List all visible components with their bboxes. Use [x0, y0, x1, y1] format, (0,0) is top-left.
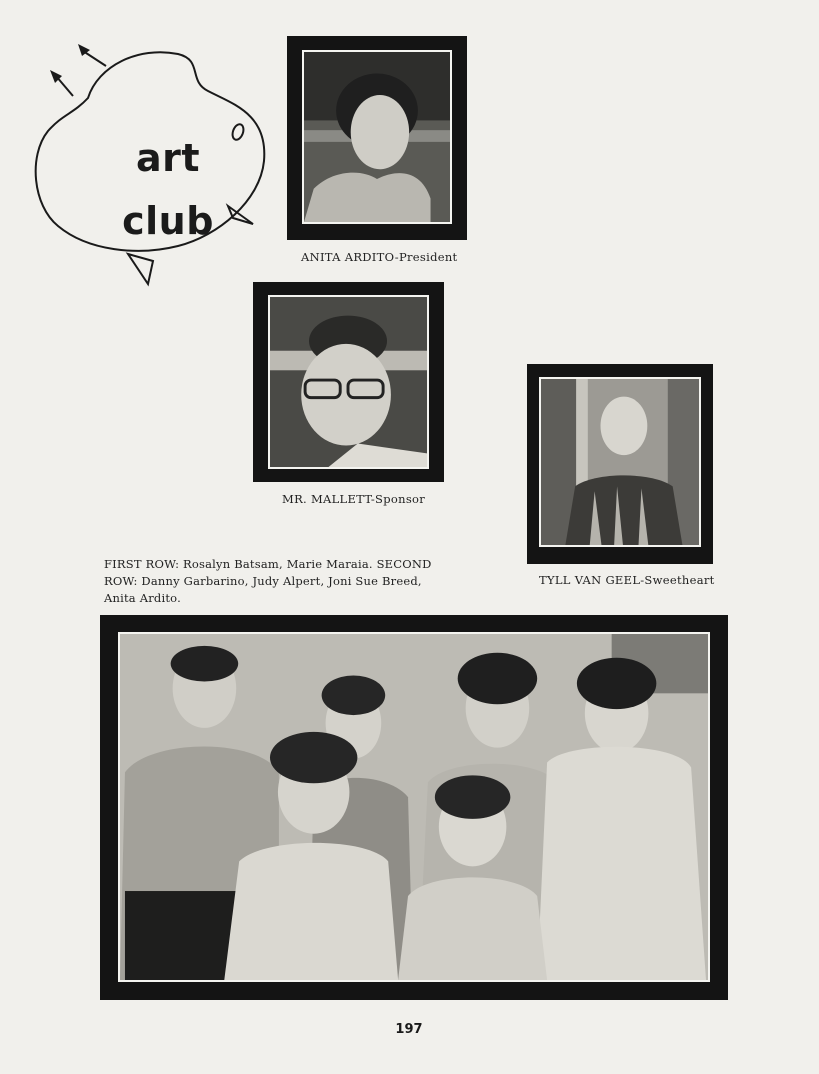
sponsor-caption: MR. MALLETT-Sponsor — [282, 492, 426, 506]
group-caption-line-2: ROW: Danny Garbarino, Judy Alpert, Joni Sue Breed, — [104, 574, 422, 588]
logo-title-art: art — [135, 136, 201, 180]
sweetheart-photo — [539, 377, 701, 547]
group-caption-line-1: FIRST ROW: Rosalyn Batsam, Marie Maraia. SECOND — [104, 557, 432, 571]
sponsor-photo-frame — [253, 282, 444, 482]
president-photo-frame — [287, 36, 467, 240]
group-photo-frame — [100, 615, 728, 1000]
president-photo — [302, 50, 452, 224]
sweetheart-caption: TYLL VAN GEEL-Sweetheart — [539, 573, 715, 587]
group-caption-line-3: Anita Ardito. — [104, 591, 181, 605]
logo-title-club: club — [122, 199, 214, 243]
page-number: 197 — [395, 1022, 423, 1037]
sweetheart-photo-frame — [527, 364, 713, 564]
sponsor-photo — [268, 295, 429, 469]
group-photo — [118, 632, 710, 982]
president-caption: ANITA ARDITO-President — [301, 250, 458, 264]
group-photo-caption — [104, 556, 434, 607]
art-club-palette-logo — [28, 36, 273, 291]
